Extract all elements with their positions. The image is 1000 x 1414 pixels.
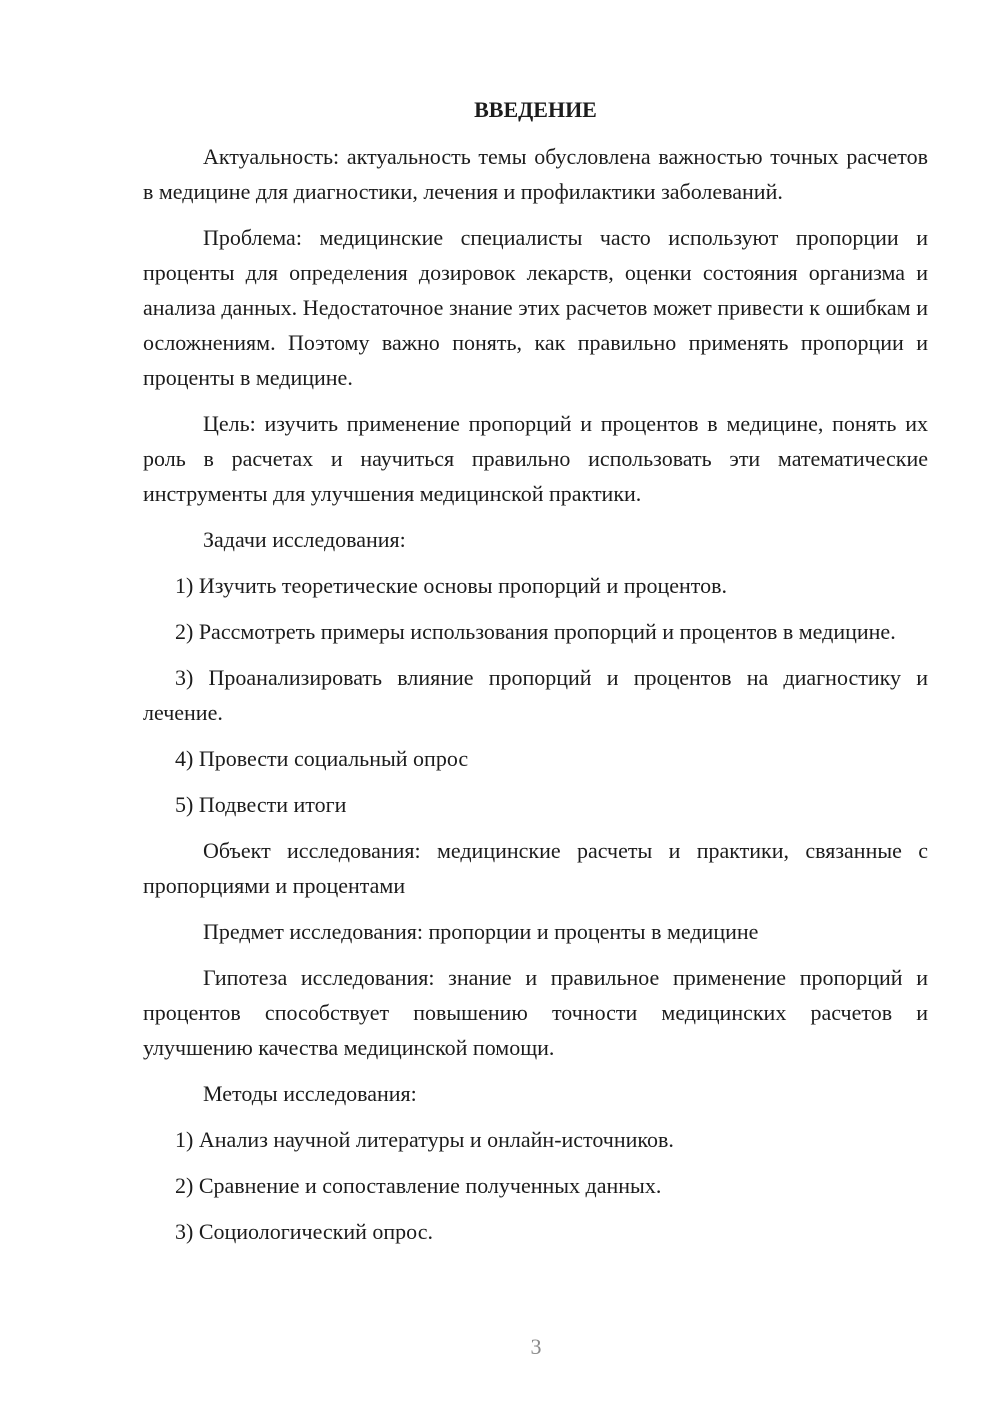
page-title: ВВЕДЕНИЕ bbox=[474, 97, 597, 122]
task-item: 1) Изучить теоретические основы пропорций и процентов. bbox=[175, 573, 728, 598]
object-paragraph: Объект исследования: медицинские расчеты и практики, связанные с пропорциями и процентами bbox=[143, 838, 928, 898]
relevance-paragraph: Актуальность: актуальность темы обусловлена важностью точных расчетов в медицине для диагностики, лечения и профилактики заболеваний. bbox=[143, 144, 928, 204]
method-item: 3) Социологический опрос. bbox=[175, 1219, 433, 1244]
task-item: 4) Провести социальный опрос bbox=[175, 746, 469, 771]
method-item: 2) Сравнение и сопоставление полученных данных. bbox=[175, 1173, 662, 1198]
method-item: 1) Анализ научной литературы и онлайн-источников. bbox=[175, 1127, 674, 1152]
methods-title: Методы исследования: bbox=[203, 1081, 417, 1106]
hypothesis-paragraph: Гипотеза исследования: знание и правильное применение пропорций и процентов способствует повышению точности медицинских расчетов и улучшению качества медицинской помощи. bbox=[143, 965, 928, 1060]
task-item: 5) Подвести итоги bbox=[175, 792, 347, 817]
page-number: 3 bbox=[530, 1334, 542, 1359]
problem-paragraph: Проблема: медицинские специалисты часто используют пропорции и проценты для определения дозировок лекарств, оценки состояния организма и анализа данных. Недостаточное знание этих расчетов может привести к ошибкам и осложнениям. Поэтому важно понять, как правильно применять пропорции и проценты в медицине. bbox=[143, 225, 928, 390]
goal-paragraph: Цель: изучить применение пропорций и процентов в медицине, понять их роль в расчетах и научиться правильно использовать эти математические инструменты для улучшения медицинской практики. bbox=[143, 411, 928, 506]
subject-paragraph: Предмет исследования: пропорции и проценты в медицине bbox=[203, 919, 759, 944]
task-item: 2) Рассмотреть примеры использования пропорций и процентов в медицине. bbox=[175, 619, 896, 644]
task-item: 3) Проанализировать влияние пропорций и процентов на диагностику и лечение. bbox=[143, 665, 928, 725]
page-content bbox=[143, 92, 928, 1260]
tasks-title: Задачи исследования: bbox=[203, 527, 406, 552]
